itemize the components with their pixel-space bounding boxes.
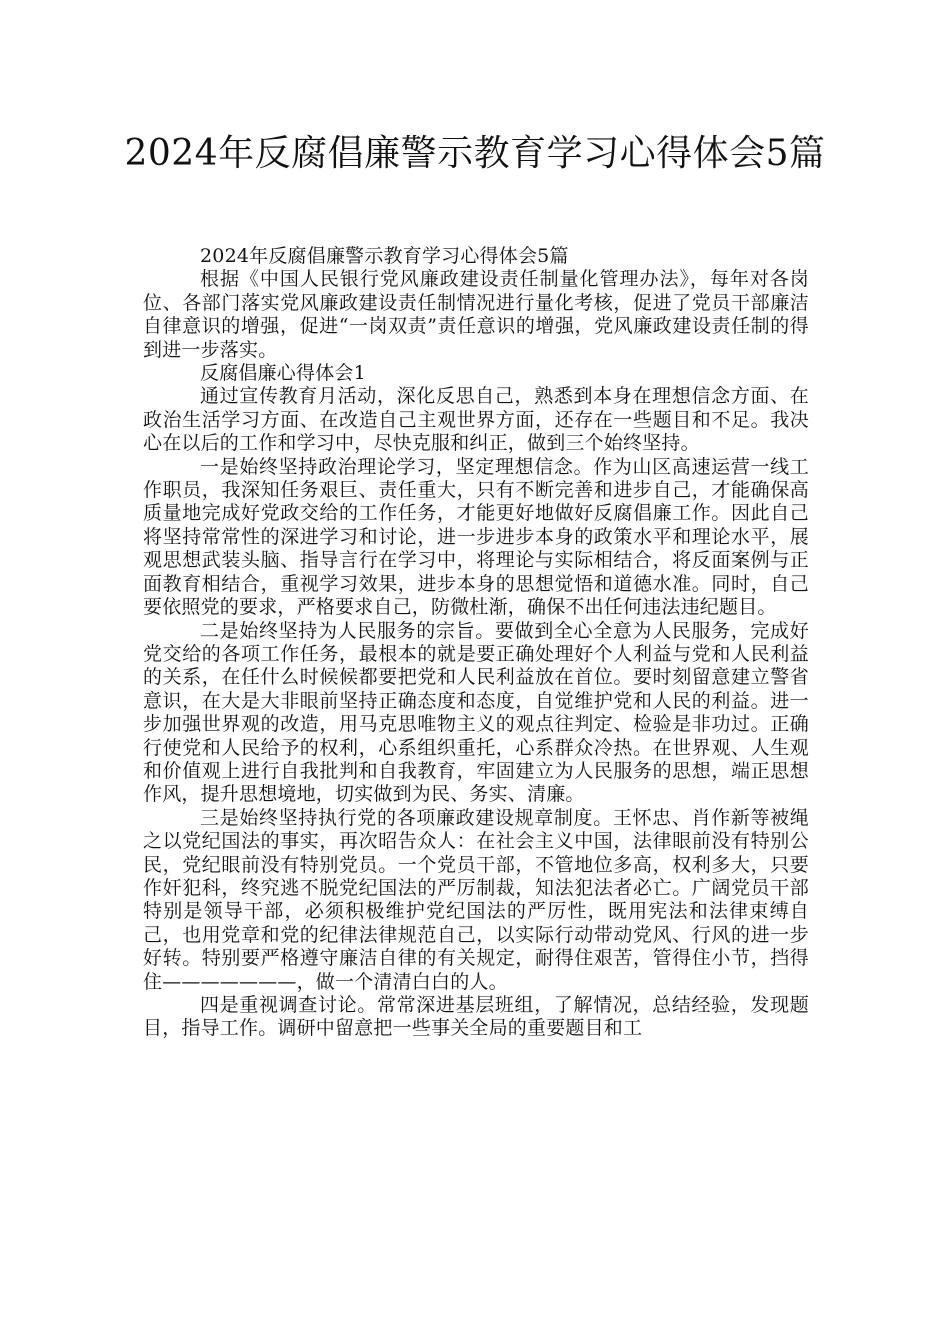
paragraph: 通过宣传教育月活动，深化反思自己，熟悉到本身在理想信念方面、在政治生活学习方面、在改造自己主观世界方面，还存在一些题目和不足。我决心在以后的工作和学习中，尽快克服和纠正，做到三个始终坚持。 [143, 385, 809, 455]
document-title: 2024年反腐倡廉警示教育学习心得体会5篇 [124, 133, 826, 174]
paragraph: 四是重视调查讨论。常常深进基层班组，了解情况，总结经验，发现题目，指导工作。调研中留意把一些事关全局的重要题目和工 [143, 994, 809, 1040]
paragraph: 一是始终坚持政治理论学习，坚定理想信念。作为山区高速运营一线工作职员，我深知任务艰巨、责任重大，只有不断完善和进步自己，才能确保高质量地完成好党政交给的工作任务，才能更好地做好反腐倡廉工作。因此自己将坚持常常性的深进学习和讨论，进一步进步本身的政策水平和理论水平，展观思想武装头脑、指导言行在学习中，将理论与实际相结合，将反面案例与正面教育相结合，重视学习效果，进步本身的思想觉悟和道德水准。同时，自己要依照党的要求，严格要求自己，防微杜渐，确保不出任何违法违纪题目。 [143, 455, 809, 619]
paragraph: 三是始终坚持执行党的各项廉政建设规章制度。王怀忠、肖作新等被绳之以党纪国法的事实，再次昭告众人：在社会主义中国，法律眼前没有特别公民，党纪眼前没有特别党员。一个党员干部，不管地位多高，权利多大，只要作奸犯科，终究逃不脱党纪国法的严厉制裁，知法犯法者必亡。广阔党员干部特别是领导干部，必须积极维护党纪国法的严厉性，既用宪法和法律束缚自己，也用党章和党的纪律法律规范自己，以实际行动带动党风、行风的进一步好转。特别要严格遵守廉洁自律的有关规定，耐得住艰苦，管得住小节，挡得住———————，做一个清清白白的人。 [143, 806, 809, 993]
intro-heading: 2024年反腐倡廉警示教育学习心得体会5篇 [200, 245, 569, 267]
paragraph: 二是始终坚持为人民服务的宗旨。要做到全心全意为人民服务，完成好党交给的各项工作任务，最根本的就是要正确处理好个人利益与党和人民利益的关系，在任什么时候候都要把党和人民利益放在首位。要时刻留意建立警省意识，在大是大非眼前坚持正确态度和态度，自觉维护党和人民的利益。进一步加强世界观的改造，用马克思唯物主义的观点往判定、检验是非功过。正确行使党和人民给予的权利，心系组织重托，心系群众冷热。在世界观、人生观和价值观上进行自我批判和自我教育，牢固建立为人民服务的思想，端正思想作风，提升思想境地，切实做到为民、务实、清廉。 [143, 619, 809, 806]
section-heading: 反腐倡廉心得体会1 [200, 362, 366, 385]
document-body [143, 245, 809, 1041]
paragraph: 根据《中国人民银行党风廉政建设责任制量化管理办法》，每年对各岗位、各部门落实党风廉政建设责任制情况进行量化考核，促进了党员干部廉洁自律意识的增强，促进“一岗双责”责任意识的增强，党风廉政建设责任制的得到进一步落实。 [143, 268, 809, 361]
